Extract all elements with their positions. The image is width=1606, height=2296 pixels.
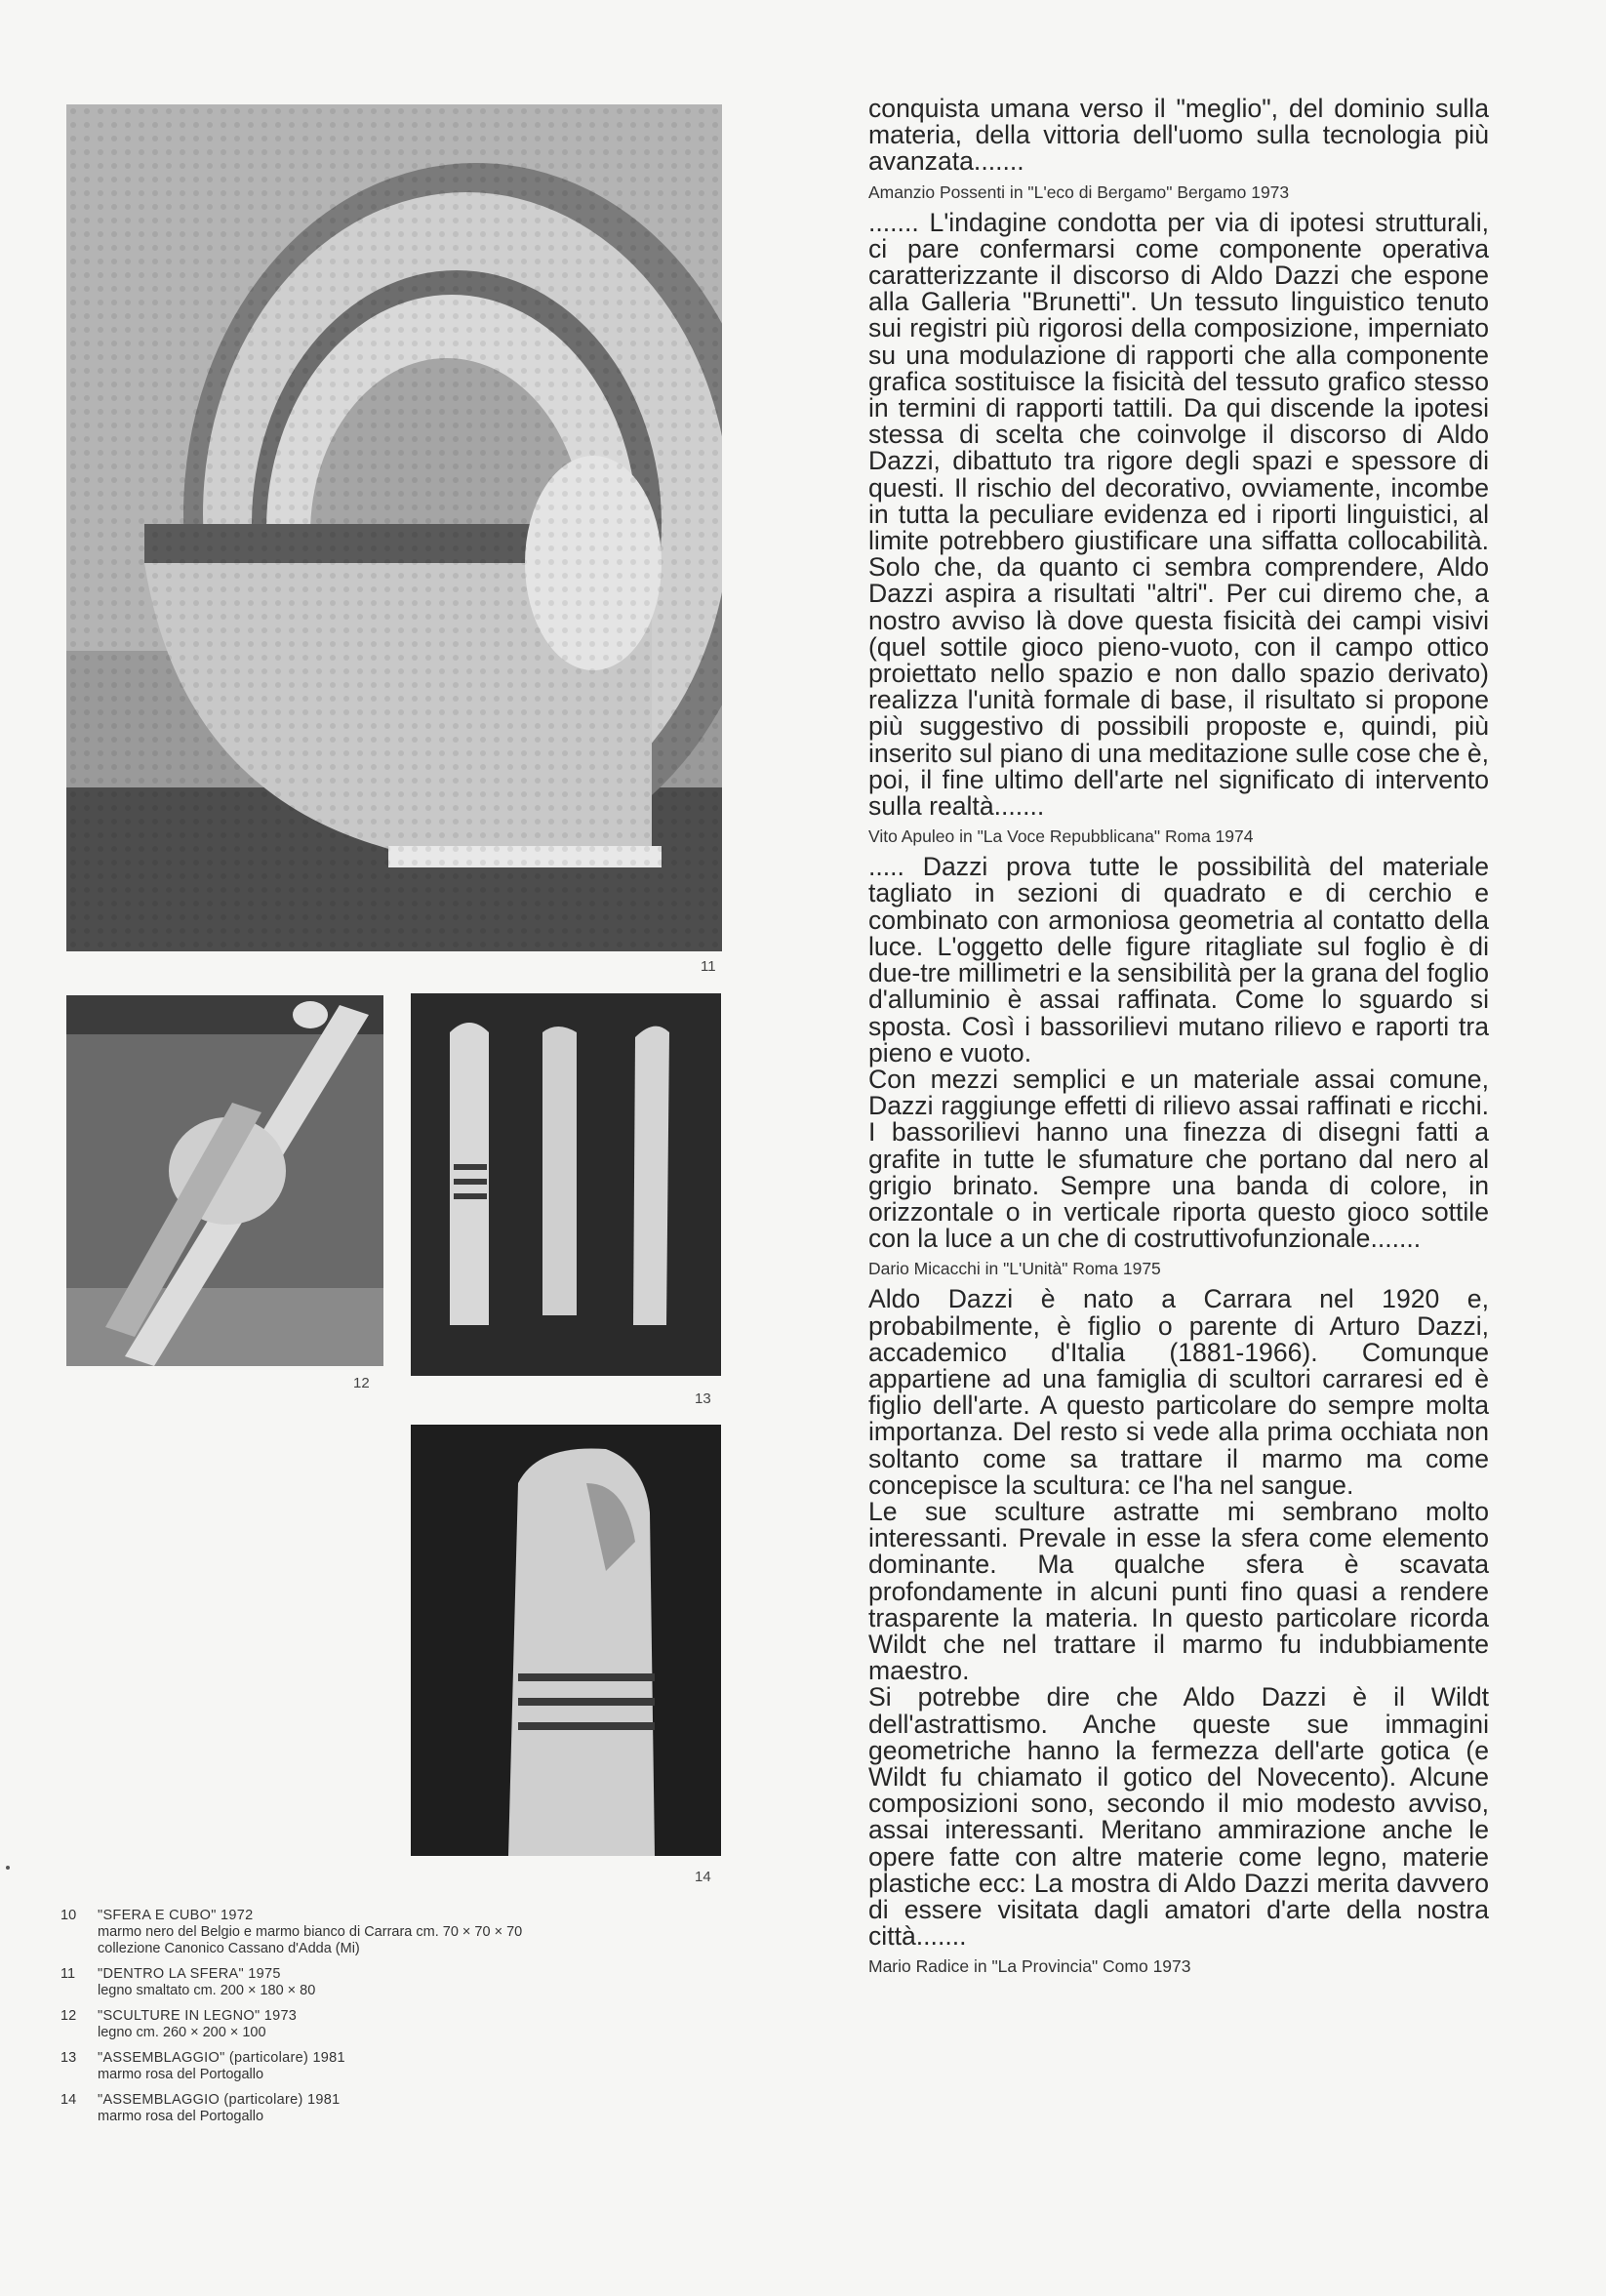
- caption-title: "ASSEMBLAGGIO (particolare) 1981: [98, 2092, 341, 2108]
- caption-title: "DENTRO LA SFERA" 1975: [98, 1966, 281, 1982]
- figure-number-12: 12: [353, 1375, 370, 1391]
- caption-title: "ASSEMBLAGGIO" (particolare) 1981: [98, 2050, 345, 2066]
- figure-number-14: 14: [695, 1869, 711, 1885]
- caption-10: [60, 1908, 685, 1957]
- caption-number: 11: [60, 1966, 76, 1982]
- figure-captions: [60, 1908, 685, 2134]
- caption-title: "SFERA E CUBO" 1972: [98, 1908, 254, 1923]
- photo-dentro-la-sfera: [66, 104, 722, 951]
- paragraph: Si potrebbe dire che Aldo Dazzi è il Wildt dell'astrattismo. Anche queste sue immagini geometriche hanno la fermezza dell'arte gotica (e Wildt fu chiamato il gotico del Novecento). Alcune composizioni sono, secondo il mio modesto avviso, assai interessanti. Meritano ammirazione anche le opere fatte con altre materie come legno, materie plastiche ecc: La mostra di Aldo Dazzi merita davvero di essere visitata dagli amatori d'arte della nostra città.......: [868, 1682, 1489, 1952]
- caption-11: [60, 1966, 685, 1999]
- figure-number-11: 11: [701, 958, 716, 975]
- caption-line: marmo rosa del Portogallo: [98, 2067, 264, 2082]
- caption-13: [60, 2050, 685, 2083]
- margin-speck: [6, 1866, 10, 1870]
- photo-sculture-in-legno: [66, 995, 383, 1366]
- paragraph: Con mezzi semplici e un materiale assai comune, Dazzi raggiunge effetti di rilievo assai raffinati e ricchi. I bassorilievi hanno una finezza di disegni fatti a grafite in tutte le sfumature che portano dal nero al grigio brinato. Sempre una banda di colore, in orizzontale o in verticale riporta questo gioco sottile con la luce a un che di costruttivofunzionale.......: [868, 1064, 1489, 1254]
- article-text-column: [868, 96, 1489, 1984]
- paragraph: Aldo Dazzi è nato a Carrara nel 1920 e, probabilmente, è figlio o parente di Arturo Dazzi, accademico d'Italia (1881-1966). Comunque appartiene ad una famiglia di scultori carraresi ed è figlio dell'arte. A questo particolare do sempre molta importanza. Del resto si vede alla prima occhiata non soltanto come sa trattare il marmo ma come concepisce la scultura: ce l'ha nel sangue.: [868, 1284, 1489, 1500]
- caption-line: legno smaltato cm. 200 × 180 × 80: [98, 1983, 316, 1998]
- photo-assemblaggio-14: [411, 1425, 721, 1856]
- caption-12: [60, 2008, 685, 2041]
- caption-number: 12: [60, 2008, 77, 2024]
- caption-line: marmo rosa del Portogallo: [98, 2109, 264, 2124]
- caption-line: legno cm. 260 × 200 × 100: [98, 2025, 266, 2040]
- paragraph: ..... Dazzi prova tutte le possibilità del materiale tagliato in sezioni di quadrato e di cerchio e combinato con armoniosa geometria al contatto della luce. L'oggetto delle figure ritagliate sul foglio è di due-tre millimetri e la sensibilità per la grana del foglio d'alluminio è assai raffinata. Come lo sguardo si sposta. Così i bassorilievi mutano rilievo e raporti tra pieno e vuoto.: [868, 852, 1489, 1067]
- caption-line: marmo nero del Belgio e marmo bianco di Carrara cm. 70 × 70 × 70: [98, 1924, 523, 1940]
- caption-number: 14: [60, 2092, 77, 2108]
- figure-number-13: 13: [695, 1390, 711, 1407]
- source-attribution: Amanzio Possenti in "L'eco di Bergamo" Bergamo 1973: [868, 181, 1290, 202]
- caption-title: "SCULTURE IN LEGNO" 1973: [98, 2008, 298, 2024]
- caption-14: [60, 2092, 685, 2125]
- paragraph: conquista umana verso il "meglio", del dominio sulla materia, della vittoria dell'uomo sulla tecnologia più avanzata.......: [868, 94, 1489, 177]
- caption-number: 13: [60, 2050, 77, 2066]
- caption-line: collezione Canonico Cassano d'Adda (Mi): [98, 1941, 360, 1956]
- source-attribution: Mario Radice in "La Provincia" Como 1973: [868, 1956, 1191, 1977]
- caption-number: 10: [60, 1908, 77, 1923]
- source-attribution: Dario Micacchi in "L'Unità" Roma 1975: [868, 1259, 1161, 1279]
- photo-assemblaggio-13: [411, 993, 721, 1376]
- source-attribution: Vito Apuleo in "La Voce Repubblicana" Roma 1974: [868, 826, 1254, 847]
- paragraph: ....... L'indagine condotta per via di ipotesi strutturali, ci pare confermarsi come componente operativa caratterizzante il discorso di Aldo Dazzi che espone alla Galleria "Brunetti". Un tessuto linguistico tenuto sui registri più rigorosi della composizione, imperniato su una modulazione di rapporti che alla componente grafica sostituisce la fisicità del tessuto grafico stesso in termini di rapporti tattili. Da qui discende la ipotesi stessa di scelta che coinvolge il discorso di Aldo Dazzi, dibattuto tra rigore degli spazi e spessore di questi. Il rischio del decorativo, ovviamente, incombe in tutta la peculiare evidenza ed i riporti linguistici, al limite potrebbero giustificare una siffatta collocabilità. Solo che, da quanto ci sembra comprendere, Aldo Dazzi aspira a risultati "altri". Per cui diremo che, a nostro avviso là dove questa fisicità dei campi visivi (quel sottile gioco pieno-vuoto, con il campo ottico proiettato nello spazio e non dallo spazio derivato) realizza l'unità formale di base, il risultato si propone più suggestivo di possibili proposte e, quindi, più inserito sul piano di una meditazione sulle cose che è, poi, il fine ultimo dell'arte nel significato di intervento sulla realtà.......: [868, 207, 1489, 822]
- paragraph: Le sue sculture astratte mi sembrano molto interessanti. Prevale in esse la sfera come elemento dominante. Ma qualche sfera è scavata profondamente in alcuni punti fino quasi a rendere trasparente la materia. In questo particolare ricorda Wildt che nel trattare il marmo fu indubbiamente maestro.: [868, 1496, 1489, 1686]
